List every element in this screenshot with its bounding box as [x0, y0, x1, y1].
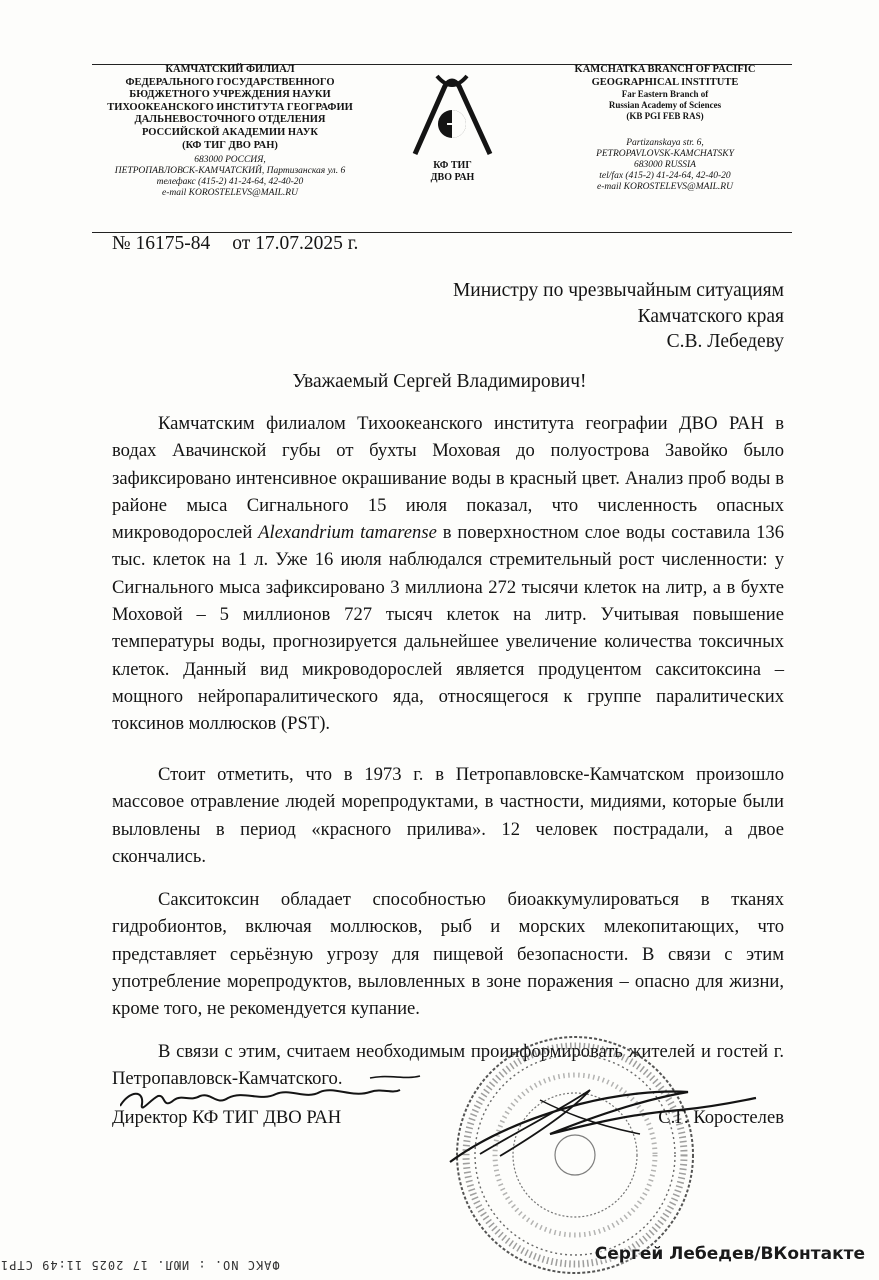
signatory-title: Директор КФ ТИГ ДВО РАН: [112, 1107, 342, 1128]
paragraph-3: [112, 886, 784, 1022]
paragraph-2: [112, 761, 784, 870]
letterhead-en: [540, 64, 790, 193]
source-watermark: Сергей Лебедев/ВКонтакте: [594, 1244, 865, 1264]
registration-date: от 17.07.2025 г.: [232, 233, 359, 254]
letterhead-ru: [80, 64, 380, 199]
paragraph-1-part-b: в поверхностном слое воды составила 136 тыс. клеток на 1 л. Уже 16 июля наблюдался стремительный рост численности: у Сигнального мыса зафиксировано 3 миллиона 272 тысячи клеток на литр, а в бухте Моховой – 5 миллионов 727 тысяч клеток на литр. Учитывая повышение температуры воды, прогнозируется дальнейшее увеличение количества токсичных клеток. Данный вид микроводорослей является продуцентом сакситоксина – мощного нейропаралитического яда, относящегося к группе паралитических токсинов моллюсков (PST).: [112, 522, 784, 735]
institute-logo-icon: [405, 68, 500, 158]
fax-footer-text: ФАКС NO. : ИЮЛ. 17 2025 11:49 СТР1: [0, 1258, 280, 1272]
paragraph-4-text: В связи с этим, считаем необходимым проинформировать жителей и гостей г. Петропавловск-Камчатского.: [112, 1041, 784, 1090]
letterhead-en-address-line: e-mail KOROSTELEVS@MAIL.RU: [597, 182, 733, 193]
letterhead-ru-name-line: ФЕДЕРАЛЬНОГО ГОСУДАРСТВЕННОГО: [125, 76, 335, 88]
logo-abbr-line: ДВО РАН: [430, 172, 475, 183]
letterhead-en-sub-line: Far Eastern Branch of: [621, 89, 709, 100]
salutation: Уважаемый Сергей Владимирович!: [292, 371, 587, 392]
letterhead-en-name-line: GEOGRAPHICAL INSTITUTE: [591, 76, 739, 88]
letterhead-ru-address-line: ПЕТРОПАВЛОВСК-КАМЧАТСКИЙ, Партизанская ул. 6: [114, 166, 346, 177]
letterhead-ru-name-line: ДАЛЬНЕВОСТОЧНОГО ОТДЕЛЕНИЯ: [134, 114, 326, 126]
species-name: Alexandrium tamarense: [258, 522, 437, 544]
letterhead-en-address-line: PETROPAVLOVSK-KAMCHATSKY: [596, 149, 734, 160]
signature-line: [112, 1106, 784, 1130]
letterhead-ru-address-line: 683000 РОССИЯ,: [194, 155, 266, 166]
signatory-name: С.Г. Коростелев: [658, 1107, 784, 1128]
fax-footer: [0, 1256, 600, 1276]
letterhead-en-address-line: 683000 RUSSIA: [633, 160, 696, 171]
letterhead-ru-name-line: ТИХООКЕАНСКОГО ИНСТИТУТА ГЕОГРАФИИ: [107, 101, 353, 113]
addressee-line: Камчатского края: [637, 305, 784, 327]
addressee-block: [453, 278, 784, 355]
registration-line: [112, 232, 358, 256]
letterhead-ru-name-line: (КФ ТИГ ДВО РАН): [182, 139, 278, 151]
logo-abbreviation: [405, 160, 500, 184]
letterhead-en-address-line: Partizanskaya str. 6,: [626, 138, 704, 149]
logo-abbr-line: КФ ТИГ: [433, 160, 472, 171]
letterhead-ru-name-line: РОССИЙСКОЙ АКАДЕМИИ НАУК: [141, 126, 319, 138]
addressee-line: С.В. Лебедеву: [666, 331, 784, 352]
letterhead-ru-address-line: e-mail KOROSTELEVS@MAIL.RU: [162, 188, 298, 199]
letterhead-en-sub-line: Russian Academy of Sciences: [608, 100, 722, 111]
paragraph-1-part-a: Камчатским филиалом Тихоокеанского института географии ДВО РАН в водах Авачинской губы от бухты Моховая до полуострова Завойко было зафиксировано интенсивное окрашивание воды в красный цвет. Анализ проб воды в районе мыса Сигнального 15 июля показал, что численность опасных микроводорослей: [112, 413, 784, 544]
letterhead-ru-address-line: телефакс (415-2) 41-24-64, 42-40-20: [156, 177, 304, 188]
letterhead-en-sub-line: (KB PGI FEB RAS): [626, 111, 704, 122]
letterhead-en-address-line: tel/fax (415-2) 41-24-64, 42-40-20: [599, 171, 731, 182]
letterhead-ru-name-line: БЮДЖЕТНОГО УЧРЕЖДЕНИЯ НАУКИ: [129, 89, 331, 101]
paragraph-1: [112, 410, 784, 738]
paragraph-3-text: Сакситоксин обладает способностью биоаккумулироваться в тканях гидробионтов, включая моллюсков, рыб и морских млекопитающих, что представляет серьёзную угрозу для пищевой безопасности. В связи с этим употребление морепродуктов, выловленных в зоне поражения – опасно для жизни, кроме того, не рекомендуется купание.: [112, 889, 784, 1020]
registration-number: № 16175-84: [112, 233, 211, 254]
letterhead-en-name-line: KAMCHATKA BRANCH OF PACIFIC: [574, 64, 756, 75]
addressee-line: Министру по чрезвычайным ситуациям: [452, 280, 784, 301]
letterhead-ru-name-line: КАМЧАТСКИЙ ФИЛИАЛ: [165, 64, 295, 75]
paragraph-2-text: Стоит отметить, что в 1973 г. в Петропавловске-Камчатском произошло массовое отравление людей морепродуктами, в частности, мидиями, которые были выловлены в период «красного прилива». 12 человек пострадали, а двое скончались.: [112, 764, 784, 867]
